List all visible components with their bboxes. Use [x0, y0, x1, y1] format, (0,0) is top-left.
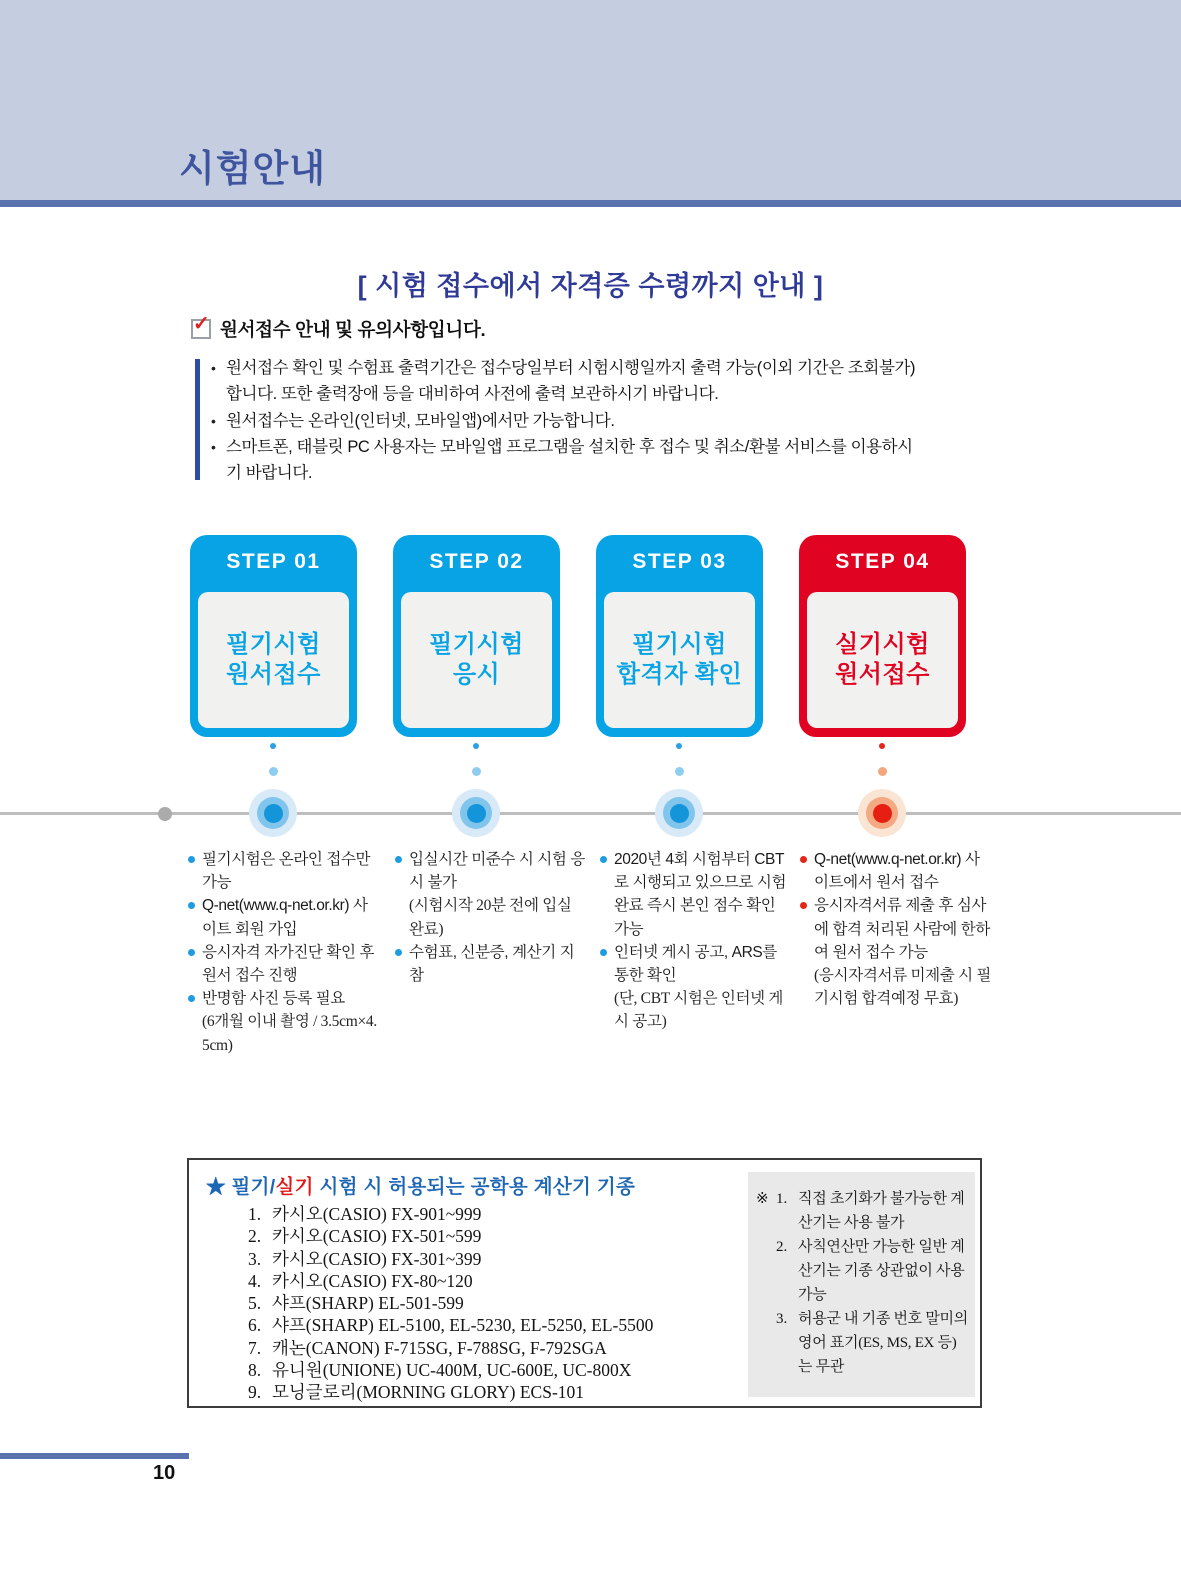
- star-icon: ★: [206, 1176, 232, 1198]
- timeline-dot-icon: [675, 767, 684, 776]
- item-number: 4.: [248, 1270, 262, 1291]
- bullet-icon: [395, 856, 402, 863]
- step-1-label: STEP 01: [226, 550, 321, 573]
- calculator-list-item: [248, 1203, 653, 1225]
- step-4-label: STEP 04: [835, 550, 930, 573]
- step-card-3: [596, 535, 763, 737]
- note-text: Q-net(www.q-net.or.kr) 사이트 회원 가입: [202, 897, 368, 938]
- timeline-marker-step3: [655, 789, 703, 837]
- step-4-title-line2: 원서접수: [835, 661, 930, 688]
- note-text: 입실시간 미준수 시 시험 응시 불가: [409, 851, 585, 892]
- note-item: [188, 848, 380, 894]
- timeline-start-cap: [158, 807, 172, 821]
- calculator-notes-box: [748, 1172, 975, 1397]
- item-text: 샤프(SHARP) EL-5100, EL-5230, EL-5250, EL-5500: [272, 1315, 654, 1336]
- step-card-1: [190, 535, 357, 737]
- bullet-icon: [800, 856, 807, 863]
- step-card-4: [799, 535, 966, 737]
- calc-title-seg2: 실기: [275, 1176, 314, 1198]
- notice-list: [211, 355, 927, 486]
- bullet-icon: [211, 434, 226, 487]
- timeline-marker-step1: [249, 789, 297, 837]
- notice-item: [211, 355, 927, 408]
- item-number: 5.: [248, 1293, 262, 1314]
- item-text: 카시오(CASIO) FX-301~399: [272, 1248, 482, 1269]
- item-text: 사칙연산만 가능한 일반 계산기는 기종 상관없이 사용 가능: [798, 1239, 965, 1303]
- step1-notes: [188, 848, 380, 1057]
- timeline-dot-icon: [270, 743, 276, 749]
- calculator-note-item: [756, 1235, 969, 1307]
- calculator-list: [248, 1203, 653, 1404]
- item-text: 허용군 내 기종 번호 말미의 영어 표기(ES, MS, EX 등)는 무관: [798, 1311, 968, 1375]
- timeline-line: [0, 812, 1181, 815]
- footer-accent-bar: [0, 1453, 189, 1459]
- item-number: 3.: [776, 1311, 788, 1327]
- reference-mark: [756, 1235, 776, 1307]
- notice-item: [211, 434, 927, 487]
- notice-left-bar: [195, 359, 200, 480]
- calculator-list-item: [248, 1270, 653, 1292]
- step2-notes: [395, 848, 587, 987]
- note-item: [600, 941, 792, 1034]
- reference-mark: ※: [756, 1191, 769, 1207]
- step-2-panel: [401, 592, 552, 728]
- note-item: [188, 987, 380, 1057]
- notice-item: [211, 408, 927, 434]
- item-text: 샤프(SHARP) EL-501-599: [272, 1293, 464, 1314]
- notice-heading: 원서접수 안내 및 유의사항입니다.: [220, 319, 486, 340]
- step-3-title-line1: 필기시험: [632, 631, 727, 658]
- note-text: 응시자격 자가진단 확인 후 원서 접수 진행: [202, 943, 375, 985]
- note-item: [800, 894, 992, 1010]
- page-number: 10: [153, 1462, 176, 1484]
- calculator-note-item: [756, 1307, 969, 1379]
- timeline-marker-step2: [452, 789, 500, 837]
- note-sub-text: (응시자격서류 미제출 시 필기시험 합격예정 무효): [814, 967, 991, 1008]
- bullet-icon: [211, 355, 226, 408]
- item-text: 직접 초기화가 불가능한 계산기는 사용 불가: [798, 1191, 965, 1231]
- notice-heading-row: [191, 313, 486, 342]
- page-header: [0, 0, 1181, 200]
- timeline-dot-icon: [269, 767, 278, 776]
- header-rule: [0, 200, 1181, 207]
- step-3-title-line2: 합격자 확인: [616, 661, 743, 688]
- note-text: 수험표, 신분증, 계산기 지참: [409, 943, 575, 985]
- timeline-dot-icon: [676, 743, 682, 749]
- item-number: 2.: [776, 1239, 788, 1255]
- calculator-list-item: [248, 1248, 653, 1270]
- reference-mark: [756, 1307, 776, 1379]
- calculator-note-item: [756, 1187, 969, 1235]
- step-2-title-line2: 응시: [452, 661, 501, 688]
- check-mark-icon: ✓: [193, 313, 210, 335]
- notice-item-text: 스마트폰, 태블릿 PC 사용자는 모바일앱 프로그램을 설치한 후 접수 및 취소/환불 서비스를 이용하시기 바랍니다.: [226, 437, 913, 483]
- step3-notes: [600, 848, 792, 1034]
- item-number: 1.: [248, 1204, 262, 1224]
- bullet-icon: [800, 902, 807, 909]
- notice-item-text: 원서접수는 온라인(인터넷, 모바일앱)에서만 가능합니다.: [226, 411, 615, 430]
- bullet-icon: [188, 995, 195, 1002]
- bullet-icon: [188, 949, 195, 956]
- step-4-panel: [807, 592, 958, 728]
- note-item: [395, 848, 587, 941]
- note-text: 필기시험은 온라인 접수만 가능: [202, 851, 371, 892]
- item-text: 카시오(CASIO) FX-80~120: [272, 1270, 473, 1291]
- item-number: 1.: [776, 1191, 788, 1207]
- item-number: 2.: [248, 1226, 262, 1247]
- step-1-title-line1: 필기시험: [226, 631, 321, 658]
- calculator-list-item: [248, 1359, 653, 1381]
- item-number: 8.: [248, 1360, 262, 1381]
- note-item: [188, 894, 380, 940]
- bullet-icon: [188, 856, 195, 863]
- calc-title-seg3: 시험 시 허용되는 공학용 계산기 기종: [313, 1176, 636, 1198]
- main-title: [ 시험 접수에서 자격증 수령까지 안내 ]: [357, 271, 824, 301]
- calculator-box: [187, 1158, 982, 1408]
- item-text: 캐논(CANON) F-715SG, F-788SG, F-792SGA: [272, 1337, 607, 1358]
- step-1-panel: [198, 592, 349, 728]
- calculator-list-item: [248, 1225, 653, 1247]
- bullet-icon: [188, 902, 195, 909]
- step-4-title-line1: 실기시험: [835, 631, 930, 658]
- note-text: 반명함 사진 등록 필요: [202, 990, 345, 1008]
- item-text: 모닝글로리(MORNING GLORY) ECS-101: [272, 1382, 585, 1403]
- note-sub-text: (6개월 이내 촬영 / 3.5cm×4.5cm): [202, 1013, 377, 1054]
- calculator-list-item: [248, 1337, 653, 1359]
- timeline-dot-icon: [879, 743, 885, 749]
- note-text: Q-net(www.q-net.or.kr) 사이트에서 원서 접수: [814, 851, 980, 892]
- item-text: 카시오(CASIO) FX-501~599: [272, 1226, 482, 1247]
- item-number: 3.: [248, 1248, 262, 1269]
- item-number: 6.: [248, 1315, 262, 1336]
- item-text: 카시오(CASIO) FX-901~999: [272, 1204, 482, 1224]
- note-item: [188, 941, 380, 987]
- calculator-box-title: [206, 1171, 635, 1199]
- calculator-list-item: [248, 1381, 653, 1403]
- step-2-title-line1: 필기시험: [429, 631, 524, 658]
- note-text: 2020년 4회 시험부터 CBT로 시행되고 있으므로 시험 완료 즉시 본인 점수 확인 가능: [614, 851, 787, 938]
- timeline-dot-icon: [472, 767, 481, 776]
- calculator-list-item: [248, 1292, 653, 1314]
- page-header-title: 시험안내: [179, 148, 326, 189]
- bullet-icon: [395, 949, 402, 956]
- notice-item-text: 원서접수 확인 및 수험표 출력기간은 접수당일부터 시험시행일까지 출력 가능(이외 기간은 조회불가)합니다. 또한 출력장애 등을 대비하여 사전에 출력 보관하시기 바랍니다.: [226, 359, 916, 404]
- calculator-list-item: [248, 1314, 653, 1336]
- bullet-icon: [600, 949, 607, 956]
- item-number: 9.: [248, 1382, 262, 1403]
- note-sub-text: (시험시작 20분 전에 입실 완료): [409, 897, 572, 938]
- step-3-panel: [604, 592, 755, 728]
- item-text: 유니원(UNIONE) UC-400M, UC-600E, UC-800X: [272, 1360, 632, 1381]
- item-number: 7.: [248, 1337, 262, 1358]
- calc-title-seg1: 필기/: [231, 1176, 276, 1198]
- step-3-label: STEP 03: [632, 550, 727, 573]
- checkbox-icon: [191, 313, 211, 339]
- note-item: [395, 941, 587, 987]
- timeline-marker-step4: [858, 789, 906, 837]
- note-sub-text: (단, CBT 시험은 인터넷 게시 공고): [614, 990, 784, 1031]
- note-text: 응시자격서류 제출 후 심사에 합격 처리된 사람에 한하여 원서 접수 가능: [814, 897, 990, 961]
- timeline-dot-icon: [473, 743, 479, 749]
- bullet-icon: [211, 408, 226, 434]
- step4-notes: [800, 848, 992, 1010]
- note-item: [800, 848, 992, 894]
- note-text: 인터넷 게시 공고, ARS를 통한 확인: [614, 943, 777, 985]
- bullet-icon: [600, 856, 607, 863]
- note-item: [600, 848, 792, 941]
- step-card-2: [393, 535, 560, 737]
- step-1-title-line2: 원서접수: [226, 661, 321, 688]
- timeline-dot-icon: [878, 767, 887, 776]
- step-2-label: STEP 02: [429, 550, 524, 573]
